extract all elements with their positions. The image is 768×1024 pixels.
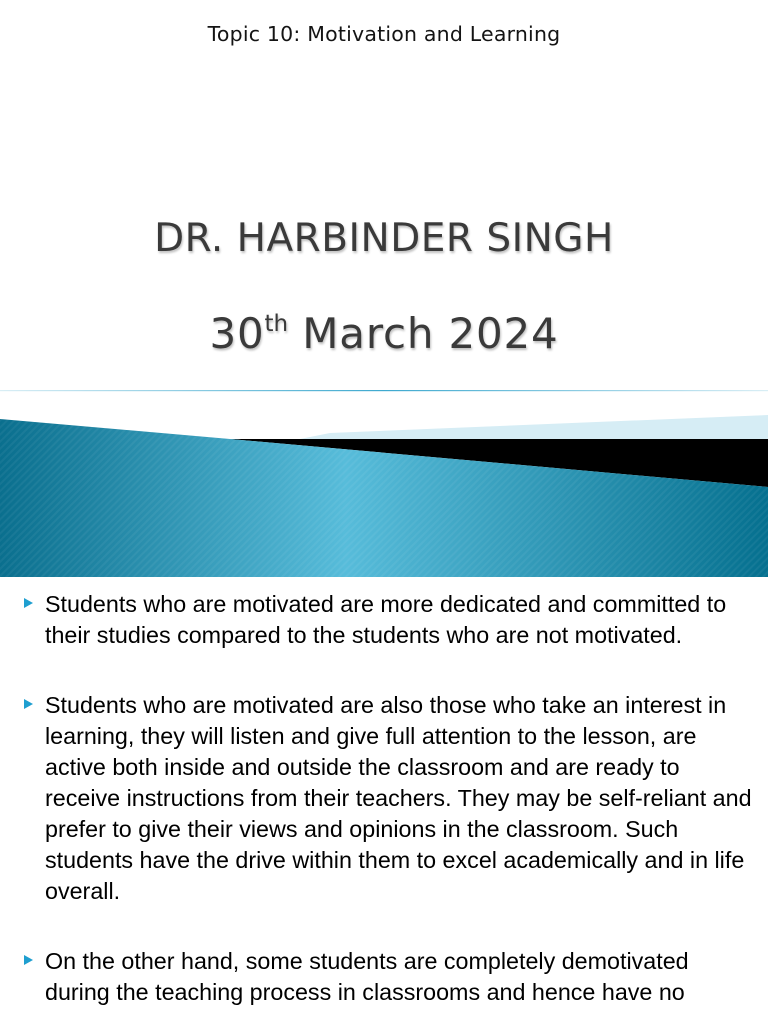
right-triangle-icon: [24, 598, 33, 608]
date-month-year: March 2024: [302, 309, 559, 358]
bullet-item: [0, 589, 768, 651]
bullet-text: On the other hand, some students are completely demotivated during the teaching process in classrooms and hence have no: [45, 948, 689, 1005]
decorative-banner: [0, 405, 768, 577]
banner-pale-strip: [300, 415, 768, 439]
bullet-list: [0, 589, 768, 1024]
date-ordinal-suffix: th: [264, 311, 289, 337]
title-divider-line: [0, 390, 768, 392]
right-triangle-icon: [24, 699, 33, 709]
bullet-item: [0, 690, 768, 907]
bullet-text: Students who are motivated are more dedicated and committed to their studies compared to the students who are not motivated.: [45, 591, 727, 648]
author-name: DR. HARBINDER SINGH: [154, 216, 614, 261]
date-day: 30: [209, 309, 265, 358]
topic-heading: Topic 10: Motivation and Learning: [207, 22, 561, 46]
presentation-date: [0, 309, 768, 358]
bullet-item: [0, 946, 768, 1008]
right-triangle-icon: [24, 955, 33, 965]
bullet-text: Students who are motivated are also those who take an interest in learning, they will listen and give full attention to the lesson, are active both inside and outside the classroom and are ready to receive instructions from their teachers. They may be self-reliant and prefer to give their views and opinions in the classroom. Such students have the drive within them to excel academically and in life overall.: [45, 692, 752, 904]
